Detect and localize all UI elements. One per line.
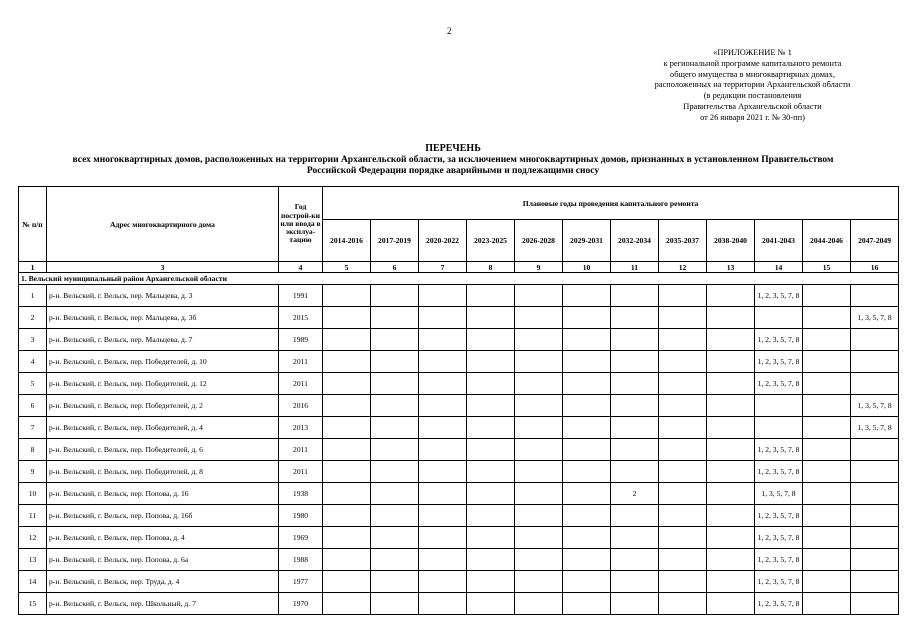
- row-works: [659, 461, 707, 483]
- row-works: [851, 527, 899, 549]
- row-works: [323, 373, 371, 395]
- column-number: 8: [467, 262, 515, 273]
- section-title: 1. Вельский муниципальный район Архангельской области: [19, 273, 899, 285]
- row-year: 2011: [279, 373, 323, 395]
- table-row: [19, 593, 899, 615]
- row-works: [851, 285, 899, 307]
- row-works: [563, 571, 611, 593]
- row-works: [803, 571, 851, 593]
- table-row: [19, 417, 899, 439]
- row-works: [611, 351, 659, 373]
- row-works: [659, 395, 707, 417]
- row-works: [371, 373, 419, 395]
- table-row: [19, 395, 899, 417]
- row-year: 1970: [279, 593, 323, 615]
- column-number: 6: [371, 262, 419, 273]
- row-works: [659, 505, 707, 527]
- row-year: 1938: [279, 483, 323, 505]
- row-works: [659, 373, 707, 395]
- column-number: 7: [419, 262, 467, 273]
- row-works: [467, 417, 515, 439]
- row-works: [707, 483, 755, 505]
- row-works: [323, 329, 371, 351]
- table-row: [19, 505, 899, 527]
- row-works: [467, 351, 515, 373]
- row-works: [851, 461, 899, 483]
- appendix-line: «ПРИЛОЖЕНИЕ № 1: [713, 48, 792, 57]
- row-works: [659, 417, 707, 439]
- title-heading: ПЕРЕЧЕНЬ: [425, 143, 481, 154]
- column-number: 14: [755, 262, 803, 273]
- table-row: [19, 373, 899, 395]
- row-number: 2: [19, 307, 47, 329]
- row-works: 1, 2, 3, 5, 7, 8: [755, 527, 803, 549]
- row-works: [371, 285, 419, 307]
- row-works: 1, 2, 3, 5, 7, 8: [755, 593, 803, 615]
- table-row: [19, 439, 899, 461]
- row-address: р-н. Вельский, г. Вельск, пер. Школьный, д. 7: [47, 593, 279, 615]
- row-works: [563, 285, 611, 307]
- row-address: р-н. Вельский, г. Вельск, пер. Победителей, д. 12: [47, 373, 279, 395]
- row-works: [659, 307, 707, 329]
- row-year: 1989: [279, 329, 323, 351]
- row-works: [563, 417, 611, 439]
- row-works: 1, 3, 5, 7, 8: [755, 483, 803, 505]
- table-row: [19, 461, 899, 483]
- row-works: 1, 2, 3, 5, 7, 8: [755, 549, 803, 571]
- row-year: 2011: [279, 351, 323, 373]
- row-works: 1, 2, 3, 5, 7, 8: [755, 373, 803, 395]
- row-works: [659, 285, 707, 307]
- row-works: [659, 483, 707, 505]
- column-number: 15: [803, 262, 851, 273]
- row-works: [419, 307, 467, 329]
- appendix-line: Правительства Архангельской области: [683, 101, 822, 111]
- row-works: [419, 439, 467, 461]
- row-works: 1, 3, 5, 7, 8: [851, 307, 899, 329]
- header-period: 2044-2046: [803, 220, 851, 262]
- row-works: [659, 351, 707, 373]
- header-period: 2047-2049: [851, 220, 899, 262]
- row-works: [803, 527, 851, 549]
- row-address: р-н. Вельский, г. Вельск, пер. Попова, д. 16: [47, 483, 279, 505]
- row-works: [707, 285, 755, 307]
- row-works: [515, 285, 563, 307]
- row-works: [803, 351, 851, 373]
- row-address: р-н. Вельский, г. Вельск, пер. Победителей, д. 4: [47, 417, 279, 439]
- row-works: [803, 329, 851, 351]
- row-works: [563, 549, 611, 571]
- row-address: р-н. Вельский, г. Вельск, пер. Попова, д. 4: [47, 527, 279, 549]
- row-works: [851, 329, 899, 351]
- row-number: 1: [19, 285, 47, 307]
- row-works: [323, 417, 371, 439]
- row-works: [611, 527, 659, 549]
- row-number: 12: [19, 527, 47, 549]
- row-number: 9: [19, 461, 47, 483]
- header-period: 2014-2016: [323, 220, 371, 262]
- row-works: [419, 395, 467, 417]
- header-period: 2026-2028: [515, 220, 563, 262]
- row-works: [371, 483, 419, 505]
- row-works: [419, 417, 467, 439]
- row-works: [371, 395, 419, 417]
- row-works: 1, 3, 5, 7, 8: [851, 417, 899, 439]
- appendix-line: (в редакции постановления: [703, 91, 802, 101]
- row-works: 1, 2, 3, 5, 7, 8: [755, 571, 803, 593]
- row-works: [851, 351, 899, 373]
- row-works: [419, 571, 467, 593]
- column-number: 1: [19, 262, 47, 273]
- row-works: [467, 373, 515, 395]
- row-works: [515, 395, 563, 417]
- document-title: [18, 143, 888, 178]
- row-works: [707, 505, 755, 527]
- row-number: 6: [19, 395, 47, 417]
- row-address: р-н. Вельский, г. Вельск, пер. Победителей, д. 8: [47, 461, 279, 483]
- row-works: [419, 285, 467, 307]
- row-number: 5: [19, 373, 47, 395]
- row-works: [371, 527, 419, 549]
- row-works: [371, 461, 419, 483]
- row-address: р-н. Вельский, г. Вельск, пер. Попова, д. 16б: [47, 505, 279, 527]
- row-works: [371, 329, 419, 351]
- title-line: Российской Федерации порядке аварийными и подлежащими сносу: [306, 166, 600, 176]
- row-works: [803, 505, 851, 527]
- row-works: [803, 439, 851, 461]
- row-address: р-н. Вельский, г. Вельск, пер. Труда, д. 4: [47, 571, 279, 593]
- header-period: 2029-2031: [563, 220, 611, 262]
- row-works: [371, 417, 419, 439]
- row-works: [707, 571, 755, 593]
- row-works: [419, 593, 467, 615]
- row-works: [755, 307, 803, 329]
- row-works: 1, 2, 3, 5, 7, 8: [755, 285, 803, 307]
- row-works: [563, 461, 611, 483]
- column-number: 13: [707, 262, 755, 273]
- row-number: 8: [19, 439, 47, 461]
- row-works: [515, 571, 563, 593]
- row-works: [659, 593, 707, 615]
- row-works: [371, 571, 419, 593]
- row-works: [803, 307, 851, 329]
- row-number: 10: [19, 483, 47, 505]
- row-works: 2: [611, 483, 659, 505]
- row-works: [755, 417, 803, 439]
- row-works: [467, 593, 515, 615]
- row-number: 11: [19, 505, 47, 527]
- row-address: р-н. Вельский, г. Вельск, пер. Мальцева, д. 3: [47, 285, 279, 307]
- row-works: [515, 329, 563, 351]
- row-works: [515, 417, 563, 439]
- row-works: 1, 2, 3, 5, 7, 8: [755, 351, 803, 373]
- row-year: 1980: [279, 505, 323, 527]
- row-works: [611, 307, 659, 329]
- row-works: [467, 307, 515, 329]
- row-number: 13: [19, 549, 47, 571]
- row-works: 1, 2, 3, 5, 7, 8: [755, 329, 803, 351]
- row-works: 1, 2, 3, 5, 7, 8: [755, 461, 803, 483]
- row-works: [323, 307, 371, 329]
- row-works: [707, 593, 755, 615]
- buildings-table: [18, 186, 899, 615]
- row-works: [611, 505, 659, 527]
- row-works: [419, 373, 467, 395]
- header-period: 2035-2037: [659, 220, 707, 262]
- row-address: р-н. Вельский, г. Вельск, пер. Мальцева, д. 3б: [47, 307, 279, 329]
- row-works: [467, 571, 515, 593]
- row-works: [563, 527, 611, 549]
- row-works: [419, 505, 467, 527]
- row-works: [467, 285, 515, 307]
- table-row: [19, 351, 899, 373]
- row-number: 3: [19, 329, 47, 351]
- row-works: [371, 593, 419, 615]
- row-works: [515, 307, 563, 329]
- row-works: [851, 439, 899, 461]
- row-works: [515, 351, 563, 373]
- row-address: р-н. Вельский, г. Вельск, пер. Мальцева, д. 7: [47, 329, 279, 351]
- row-address: р-н. Вельский, г. Вельск, пер. Попова, д. 6а: [47, 549, 279, 571]
- column-number: 5: [323, 262, 371, 273]
- row-works: [707, 461, 755, 483]
- row-works: [851, 571, 899, 593]
- header-year: Год построй-ки или ввода в эксплуа-тацию: [279, 187, 323, 262]
- row-works: [515, 439, 563, 461]
- header-address: Адрес многоквартирного дома: [47, 187, 279, 262]
- row-year: 1988: [279, 549, 323, 571]
- row-address: р-н. Вельский, г. Вельск, пер. Победителей, д. 10: [47, 351, 279, 373]
- row-works: [323, 483, 371, 505]
- row-works: [563, 439, 611, 461]
- row-works: [515, 373, 563, 395]
- row-works: [563, 395, 611, 417]
- row-works: [323, 549, 371, 571]
- column-number: 9: [515, 262, 563, 273]
- row-works: [707, 351, 755, 373]
- row-year: 2011: [279, 439, 323, 461]
- page-number: 2: [447, 26, 452, 36]
- row-works: [611, 329, 659, 351]
- row-number: 7: [19, 417, 47, 439]
- row-works: [467, 329, 515, 351]
- row-works: [419, 329, 467, 351]
- row-works: [467, 549, 515, 571]
- appendix-line: к региональной программе капитального ремонта: [663, 58, 842, 68]
- row-works: 1, 2, 3, 5, 7, 8: [755, 439, 803, 461]
- row-works: [563, 483, 611, 505]
- column-number: 10: [563, 262, 611, 273]
- row-works: [707, 527, 755, 549]
- header-period: 2032-2034: [611, 220, 659, 262]
- table-row: [19, 285, 899, 307]
- row-works: [803, 285, 851, 307]
- row-works: [659, 571, 707, 593]
- row-works: [707, 373, 755, 395]
- header-period: 2038-2040: [707, 220, 755, 262]
- appendix-line: общего имущества в многоквартирных домах,: [670, 69, 835, 79]
- row-works: [515, 527, 563, 549]
- row-works: [803, 417, 851, 439]
- row-year: 2013: [279, 417, 323, 439]
- row-year: 1969: [279, 527, 323, 549]
- header-number: № п/п: [19, 187, 47, 262]
- table-row: [19, 571, 899, 593]
- row-works: [611, 417, 659, 439]
- column-number: 4: [279, 262, 323, 273]
- row-works: [803, 461, 851, 483]
- row-works: [467, 527, 515, 549]
- row-works: [803, 483, 851, 505]
- row-address: р-н. Вельский, г. Вельск, пер. Победителей, д. 6: [47, 439, 279, 461]
- row-works: [323, 395, 371, 417]
- row-works: [707, 329, 755, 351]
- row-works: [563, 351, 611, 373]
- row-works: [323, 351, 371, 373]
- row-works: [419, 351, 467, 373]
- row-works: [611, 373, 659, 395]
- row-works: [467, 483, 515, 505]
- row-works: [323, 593, 371, 615]
- row-works: [563, 593, 611, 615]
- appendix-block: [640, 48, 865, 124]
- row-works: [419, 527, 467, 549]
- row-number: 4: [19, 351, 47, 373]
- column-number: 3: [47, 262, 279, 273]
- row-works: [803, 549, 851, 571]
- appendix-line: от 26 января 2021 г. № 30-пп): [700, 112, 805, 122]
- header-period: 2023-2025: [467, 220, 515, 262]
- row-works: [851, 593, 899, 615]
- row-works: [707, 417, 755, 439]
- row-works: [515, 593, 563, 615]
- row-works: [611, 395, 659, 417]
- row-works: 1, 3, 5, 7, 8: [851, 395, 899, 417]
- column-number: 16: [851, 262, 899, 273]
- row-works: [371, 351, 419, 373]
- row-works: [515, 549, 563, 571]
- row-works: [611, 439, 659, 461]
- table-row: [19, 527, 899, 549]
- table-row: [19, 483, 899, 505]
- row-works: 1, 2, 3, 5, 7, 8: [755, 505, 803, 527]
- row-number: 15: [19, 593, 47, 615]
- row-works: [611, 593, 659, 615]
- row-works: [467, 395, 515, 417]
- table-row: [19, 549, 899, 571]
- row-works: [323, 439, 371, 461]
- row-works: [323, 571, 371, 593]
- row-works: [419, 461, 467, 483]
- row-works: [611, 549, 659, 571]
- row-works: [851, 549, 899, 571]
- column-number: 12: [659, 262, 707, 273]
- row-year: 2016: [279, 395, 323, 417]
- row-works: [323, 285, 371, 307]
- row-works: [323, 505, 371, 527]
- row-number: 14: [19, 571, 47, 593]
- row-works: [419, 549, 467, 571]
- row-works: [851, 483, 899, 505]
- header-period: 2041-2043: [755, 220, 803, 262]
- row-works: [515, 461, 563, 483]
- row-works: [467, 439, 515, 461]
- row-works: [659, 549, 707, 571]
- row-year: 2015: [279, 307, 323, 329]
- row-works: [563, 329, 611, 351]
- column-numbers-row: [19, 262, 899, 273]
- row-works: [659, 439, 707, 461]
- row-works: [659, 527, 707, 549]
- header-period: 2017-2019: [371, 220, 419, 262]
- row-works: [371, 505, 419, 527]
- row-works: [851, 505, 899, 527]
- row-works: [611, 571, 659, 593]
- table-row: [19, 329, 899, 351]
- row-works: [563, 505, 611, 527]
- table-row: [19, 307, 899, 329]
- row-year: 1991: [279, 285, 323, 307]
- row-year: 2011: [279, 461, 323, 483]
- section-row: [19, 273, 899, 285]
- row-works: [611, 461, 659, 483]
- row-works: [803, 395, 851, 417]
- row-year: 1977: [279, 571, 323, 593]
- appendix-line: расположенных на территории Архангельской области: [654, 80, 851, 90]
- row-works: [371, 439, 419, 461]
- row-works: [611, 285, 659, 307]
- column-number: 11: [611, 262, 659, 273]
- row-works: [707, 395, 755, 417]
- row-works: [803, 373, 851, 395]
- row-works: [755, 395, 803, 417]
- row-works: [659, 329, 707, 351]
- row-works: [515, 483, 563, 505]
- row-works: [563, 307, 611, 329]
- header-period: 2020-2022: [419, 220, 467, 262]
- row-works: [467, 505, 515, 527]
- row-works: [707, 439, 755, 461]
- row-works: [803, 593, 851, 615]
- row-works: [851, 373, 899, 395]
- row-works: [707, 549, 755, 571]
- row-works: [515, 505, 563, 527]
- row-works: [323, 461, 371, 483]
- row-works: [707, 307, 755, 329]
- row-address: р-н. Вельский, г. Вельск, пер. Победителей, д. 2: [47, 395, 279, 417]
- row-works: [371, 549, 419, 571]
- title-line: всех многоквартирных домов, расположенных на территории Архангельской области, за исключением многоквартирных домов, признанных в установленном Правительством: [72, 154, 834, 165]
- header-planned-years: Плановые годы проведения капитального ремонта: [323, 187, 899, 220]
- row-works: [323, 527, 371, 549]
- row-works: [467, 461, 515, 483]
- row-works: [371, 307, 419, 329]
- row-works: [419, 483, 467, 505]
- row-works: [563, 373, 611, 395]
